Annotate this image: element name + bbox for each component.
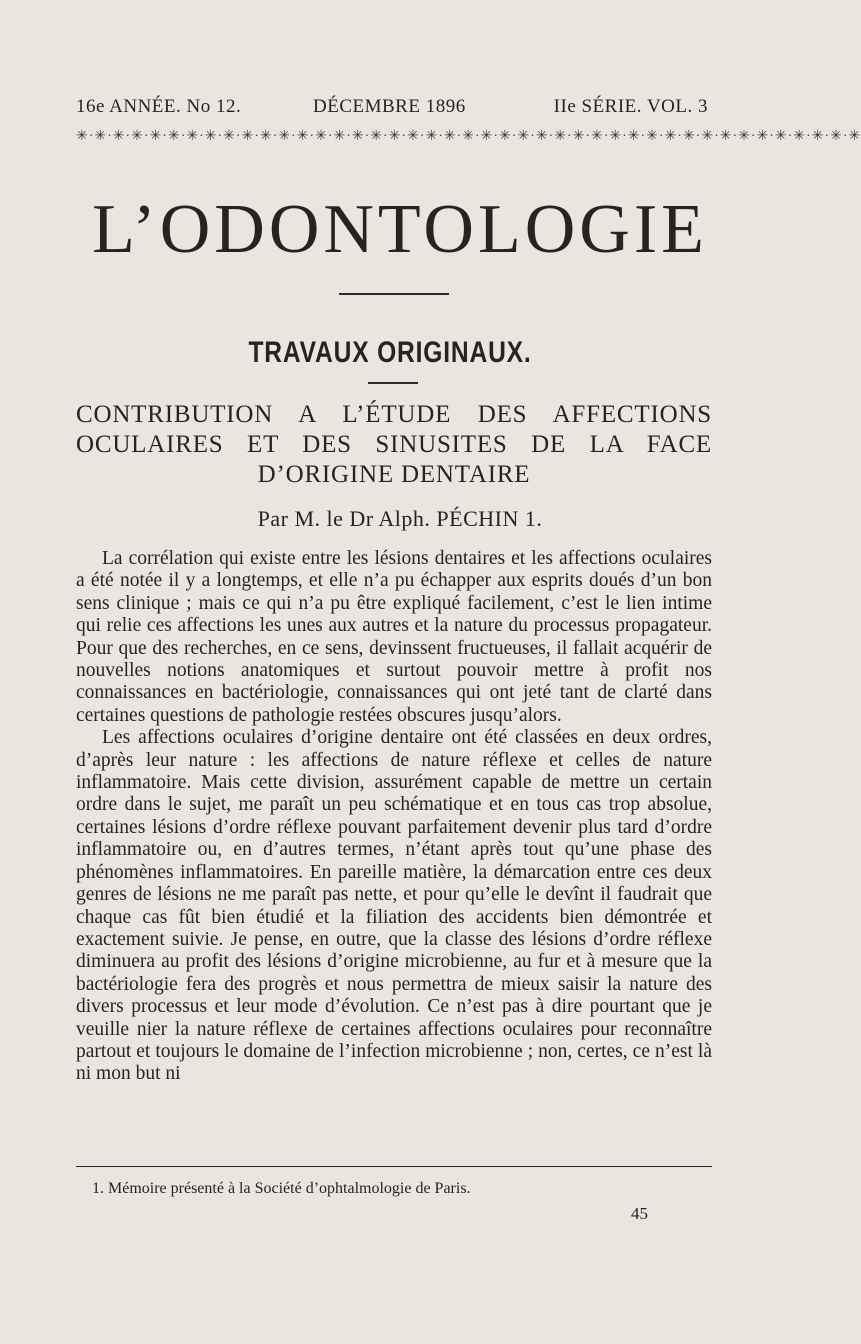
article-body — [76, 548, 712, 1086]
section-title: TRAVAUX ORIGINAUX. — [248, 336, 532, 369]
byline: Par M. le Dr Alph. PÉCHIN 1. — [257, 506, 543, 531]
article-title-line: CONTRIBUTION A L’ÉTUDE DES AFFECTIONS — [76, 401, 712, 428]
article-title-line: D’ORIGINE DENTAIRE — [257, 461, 531, 488]
paragraph: La corrélation qui existe entre les lésions dentaires et les affections oculaires a été notée il y a longtemps, et elle n’a pu échapper aux esprits doués d’un bon sens clinique ; mais ce qui n’a pu être expliqué facilement, c’est le lien intime qui relie ces affections les unes aux autres et la nature du processus propagateur. Pour que des recherches, en ce sens, devinssent fructueuses, il fallait acquérir de nouvelles notions anatomiques et surtout pouvoir mettre à profit nos connaissances en bactériologie, connaissances qui ont jeté tant de clarté dans certaines questions de pathologie restées obscures jusqu’alors. — [76, 548, 712, 726]
paragraph: Les affections oculaires d’origine dentaire ont été classées en deux ordres, d’après leur nature : les affections de nature réflexe et celles de nature inflammatoire. Mais cette division, assurément capable de mettre un certain ordre dans le sujet, me paraît un peu schématique et en tous cas trop absolue, certaines lésions d’ordre réflexe pouvant parfaitement devenir plus tard d’ordre inflammatoire ou, en d’autres termes, n’étant après tout qu’une phase des phénomènes inflammatoires. En pareille matière, la démarcation entre ces deux genres de lésions ne me paraît pas nette, et pour qu’elle le devînt il faudrait que chaque cas fût bien étudié et la filiation des accidents bien démontrée et exactement suivie. Je pense, en outre, que la classe des lésions d’ordre réflexe diminuera au profit des lésions d’origine microbienne, au fur et à mesure que la bactériologie fera des progrès et nous permettra de mieux saisir la nature des divers processus et leur mode d’évolution. Ce n’est pas à dire pourtant que je veuille nier la nature réflexe de certaines affections oculaires pour reconnaître partout et toujours le domaine de l’infection microbienne ; non, certes, ce n’est là ni mon but ni — [76, 727, 712, 1085]
footnote-rule — [76, 1166, 712, 1167]
star-ornament-divider: ✳·✳·✳·✳·✳·✳·✳·✳·✳·✳·✳·✳·✳·✳·✳·✳·✳·✳·✳·✳·✳·✳·✳·✳·✳·✳·✳·✳·✳·✳·✳·✳·✳·✳·✳·✳·✳·✳·✳·✳·✳·✳·✳ — [76, 129, 861, 144]
article-title — [76, 400, 712, 490]
page-number: 45 — [631, 1204, 648, 1223]
journal-title: L’ODONTOLOGIE — [92, 191, 708, 268]
title-rule — [339, 293, 449, 295]
header-date: DÉCEMBRE 1896 — [313, 96, 466, 117]
header-series: IIe SÉRIE. VOL. 3 — [553, 96, 708, 117]
footnote: 1. Mémoire présenté à la Société d’ophtalmologie de Paris. — [92, 1180, 471, 1197]
article-title-line: OCULAIRES ET DES SINUSITES DE LA FACE — [76, 431, 712, 458]
section-rule — [368, 382, 418, 384]
header-issue: 16e ANNÉE. No 12. — [76, 96, 242, 117]
